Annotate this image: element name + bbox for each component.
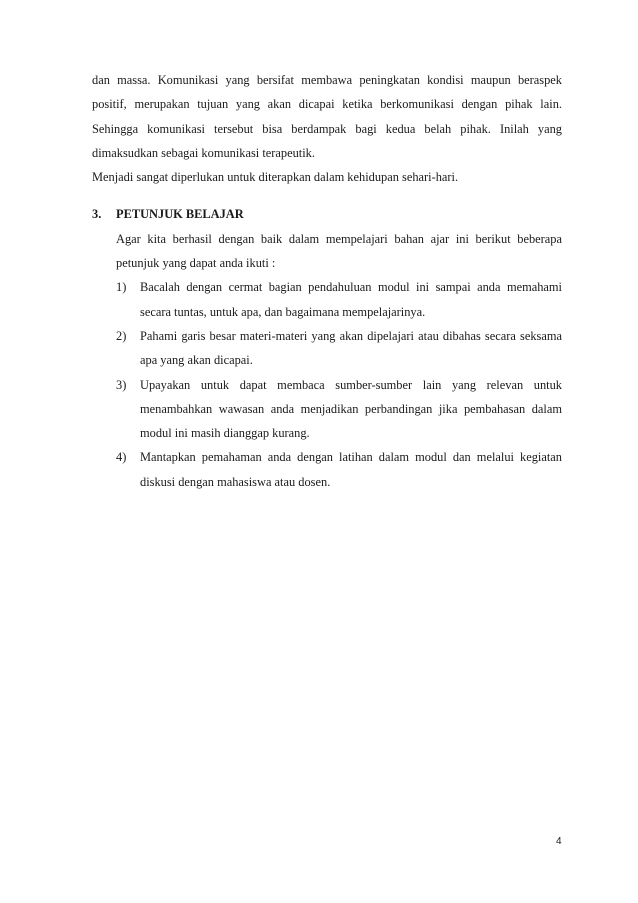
list-item-text <box>140 324 562 373</box>
paragraph-line: positif, merupakan tujuan yang akan dicapai ketika berkomunikasi dengan pihak lain. <box>92 97 562 112</box>
list-item <box>116 324 562 373</box>
paragraph-line: Mantapkan pemahaman anda dengan latihan dalam modul dan melalui kegiatan <box>140 450 562 465</box>
paragraph-line: Upayakan untuk dapat membaca sumber-sumber lain yang relevan untuk <box>140 377 562 392</box>
instruction-list <box>92 275 562 494</box>
paragraph-line: Menjadi sangat diperlukan untuk diterapkan dalam kehidupan sehari-hari. <box>92 170 459 185</box>
list-marker: 2) <box>116 328 127 343</box>
section-intro <box>92 227 562 276</box>
paragraph-line: secara tuntas, untuk apa, dan bagaimana mempelajarinya. <box>140 304 426 319</box>
section-number: 3. <box>92 207 102 222</box>
list-marker: 1) <box>116 280 127 295</box>
page-number: 4 <box>556 836 562 847</box>
list-marker: 3) <box>116 377 127 392</box>
paragraph-line: Pahami garis besar materi-materi yang akan dipelajari atau dibahas secara seksama <box>140 328 562 343</box>
list-item <box>116 275 562 324</box>
paragraph-line: Sehingga komunikasi tersebut bisa berdampak bagi kedua belah pihak. Inilah yang <box>92 121 562 136</box>
opening-paragraph <box>92 68 562 165</box>
paragraph-line: dimaksudkan sebagai komunikasi terapeutik. <box>92 145 315 160</box>
paragraph-line: petunjuk yang dapat anda ikuti : <box>116 256 276 271</box>
section-petunjuk-belajar <box>92 202 562 494</box>
closing-sentence <box>92 165 562 189</box>
list-item-text <box>140 445 562 494</box>
list-item <box>116 373 562 446</box>
list-marker: 4) <box>116 450 127 465</box>
section-title: PETUNJUK BELAJAR <box>116 207 244 222</box>
paragraph-line: modul ini masih dianggap kurang. <box>140 426 310 441</box>
paragraph-line: diskusi dengan mahasiswa atau dosen. <box>140 474 331 489</box>
list-item-text <box>140 275 562 324</box>
paragraph-line: dan massa. Komunikasi yang bersifat membawa peningkatan kondisi maupun beraspek <box>92 73 562 87</box>
paragraph-line: menambahkan wawasan anda menjadikan perbandingan jika pembahasan dalam <box>140 401 562 416</box>
document-body <box>92 68 562 494</box>
paragraph-line: Bacalah dengan cermat bagian pendahuluan modul ini sampai anda memahami <box>140 280 562 295</box>
paragraph-line: apa yang akan dicapai. <box>140 353 253 368</box>
list-item <box>116 445 562 494</box>
paragraph-line: Agar kita berhasil dengan baik dalam mempelajari bahan ajar ini berikut beberapa <box>116 231 562 246</box>
list-item-text <box>140 373 562 446</box>
section-heading <box>92 202 562 226</box>
